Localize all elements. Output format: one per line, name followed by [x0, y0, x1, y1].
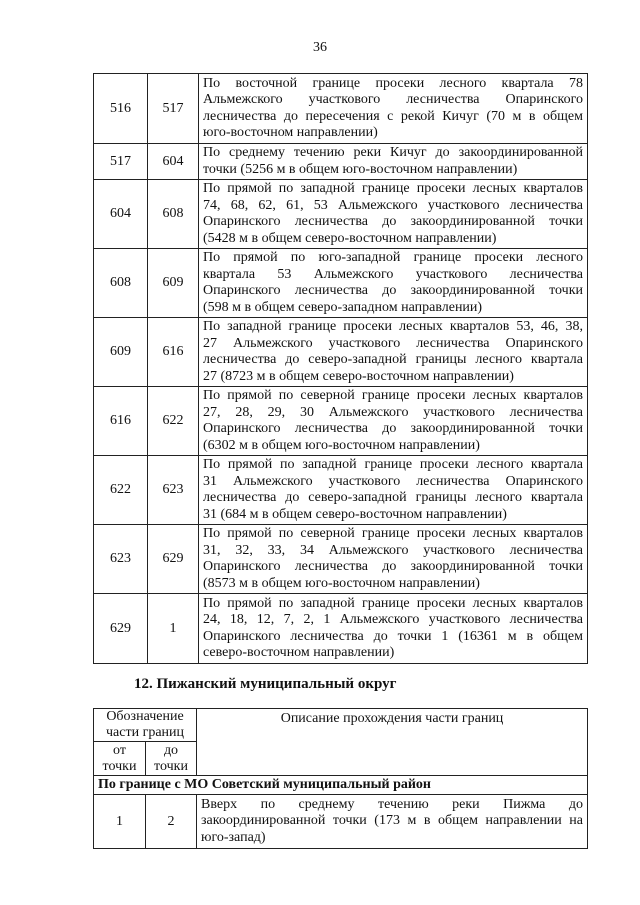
point-to-cell: 608 [148, 180, 199, 249]
description-line: Опаринского лесничества до закоординированной точки [203, 214, 583, 229]
description-line: По прямой по северной границе просеки лесных кварталов [203, 526, 583, 541]
point-to-cell: 604 [148, 144, 199, 180]
point-from-cell: 622 [94, 456, 148, 525]
point-from-cell: 608 [94, 249, 148, 318]
description-cell [199, 249, 588, 318]
description-line: По прямой по юго-западной границе просеки лесного [203, 250, 583, 265]
table-row [94, 525, 588, 594]
description-line: Опаринского лесничества до закоординированной точки [203, 421, 583, 436]
point-to-cell: 622 [148, 387, 199, 456]
point-to-cell: 2 [146, 795, 197, 849]
description-cell [199, 318, 588, 387]
description-line: 27 (8723 м в общем северо-восточном направлении) [203, 368, 514, 384]
header-to-line: до [163, 742, 179, 758]
description-cell [199, 387, 588, 456]
description-line: По западной границе просеки лесных кварталов 53, 46, 38, [203, 319, 583, 334]
description-line: По прямой по западной границе просеки лесного квартала [203, 457, 583, 472]
subheader-row: По границе с МО Советский муниципальный район [94, 776, 588, 795]
point-from-cell: 517 [94, 144, 148, 180]
description-line: По прямой по западной границе просеки лесных кварталов [203, 181, 583, 196]
header-to-line: точки [154, 758, 188, 774]
header-from-line: точки [102, 758, 137, 774]
description-line: (5428 м в общем северо-восточном направлении) [203, 230, 497, 246]
description-line: (598 м в общем северо-западном направлении) [203, 299, 483, 315]
description-line: Опаринского лесничества до точки 1 (16361 м в общем [203, 628, 583, 644]
description-line: закоординированной точки (173 м в общем направлении на [201, 813, 584, 829]
header-from [94, 742, 146, 776]
header-description: Описание прохождения части границ [197, 709, 588, 776]
description-line: 31, 32, 33, 34 Альмежского участкового лесничества [203, 542, 583, 558]
table-row [94, 456, 588, 525]
description-line: лесничества до пересечения с рекой Кичуг (70 м в общем [203, 108, 583, 124]
page-number: 36 [313, 40, 327, 55]
point-from-cell: 623 [94, 525, 148, 594]
table-row [94, 387, 588, 456]
boundary-table [93, 73, 588, 664]
description-cell [199, 74, 588, 144]
point-to-cell: 616 [148, 318, 199, 387]
header-designation-line: части границ [106, 725, 185, 740]
header-to [146, 742, 197, 776]
boundary-table-pizhansky [93, 708, 588, 849]
point-from-cell: 604 [94, 180, 148, 249]
description-line: 27, 28, 29, 30 Альмежского участкового лесничества [203, 404, 583, 420]
description-line: Опаринского лесничества до закоординированной точки [203, 559, 583, 574]
section-title: 12. Пижанский муниципальный округ [134, 676, 397, 692]
table-row [94, 594, 588, 664]
description-line: лесничества до северо-западной границы лесного квартала [203, 490, 583, 505]
header-designation-line: Обозначение [106, 709, 184, 724]
description-line: По прямой по северной границе просеки лесных кварталов [203, 388, 583, 403]
description-line: 31 (684 м в общем северо-восточном направлении) [203, 506, 507, 522]
description-line: юго-восточном направлении) [203, 125, 378, 140]
description-cell [199, 180, 588, 249]
description-line: 27 Альмежского участкового лесничества Опаринского [203, 335, 583, 351]
description-line: Опаринского лесничества до закоординированной точки [203, 283, 583, 298]
description-line: По прямой по западной границе просеки лесных кварталов [203, 595, 583, 611]
description-line: северо-восточном направлении) [203, 645, 395, 660]
description-line: 74, 68, 62, 61, 53 Альмежского участкового лесничества [203, 197, 583, 213]
table-row [94, 318, 588, 387]
description-line: 31 Альмежского участкового лесничества Опаринского [203, 473, 583, 489]
description-cell [199, 456, 588, 525]
description-line: точки (5256 м в общем юго-восточном направлении) [203, 161, 518, 177]
point-to-cell: 623 [148, 456, 199, 525]
description-line: лесничества до северо-западной границы лесного квартала [203, 352, 583, 367]
description-line: юго-запад) [201, 829, 266, 845]
description-cell [199, 594, 588, 664]
table-row [94, 249, 588, 318]
table-row [94, 795, 588, 849]
point-from-cell: 616 [94, 387, 148, 456]
description-line: По восточной границе просеки лесного квартала 78 [203, 75, 583, 91]
description-line: Вверх по среднему течению реки Пижма до [201, 796, 584, 812]
table-row [94, 180, 588, 249]
point-to-cell: 629 [148, 525, 199, 594]
point-from-cell: 516 [94, 74, 148, 144]
description-line: квартала 53 Альмежского участкового лесничества [203, 266, 583, 282]
table-row [94, 74, 588, 144]
point-from-cell: 609 [94, 318, 148, 387]
description-line: Альмежского участкового лесничества Опаринского [203, 92, 583, 107]
description-cell [199, 525, 588, 594]
header-designation [94, 709, 197, 742]
table-row [94, 144, 588, 180]
point-to-cell: 517 [148, 74, 199, 144]
point-to-cell: 1 [148, 594, 199, 664]
description-line: По среднему течению реки Кичуг до закоординированной [203, 145, 583, 160]
point-to-cell: 609 [148, 249, 199, 318]
description-line: (8573 м в общем юго-восточном направлении) [203, 575, 480, 591]
point-from-cell: 629 [94, 594, 148, 664]
description-cell [197, 795, 588, 849]
description-line: 24, 18, 12, 7, 2, 1 Альмежского участкового лесничества [203, 612, 583, 627]
description-line: (6302 м в общем юго-восточном направлении) [203, 437, 480, 453]
header-from-line: от [113, 742, 126, 758]
point-from-cell: 1 [94, 795, 146, 849]
description-cell [199, 144, 588, 180]
